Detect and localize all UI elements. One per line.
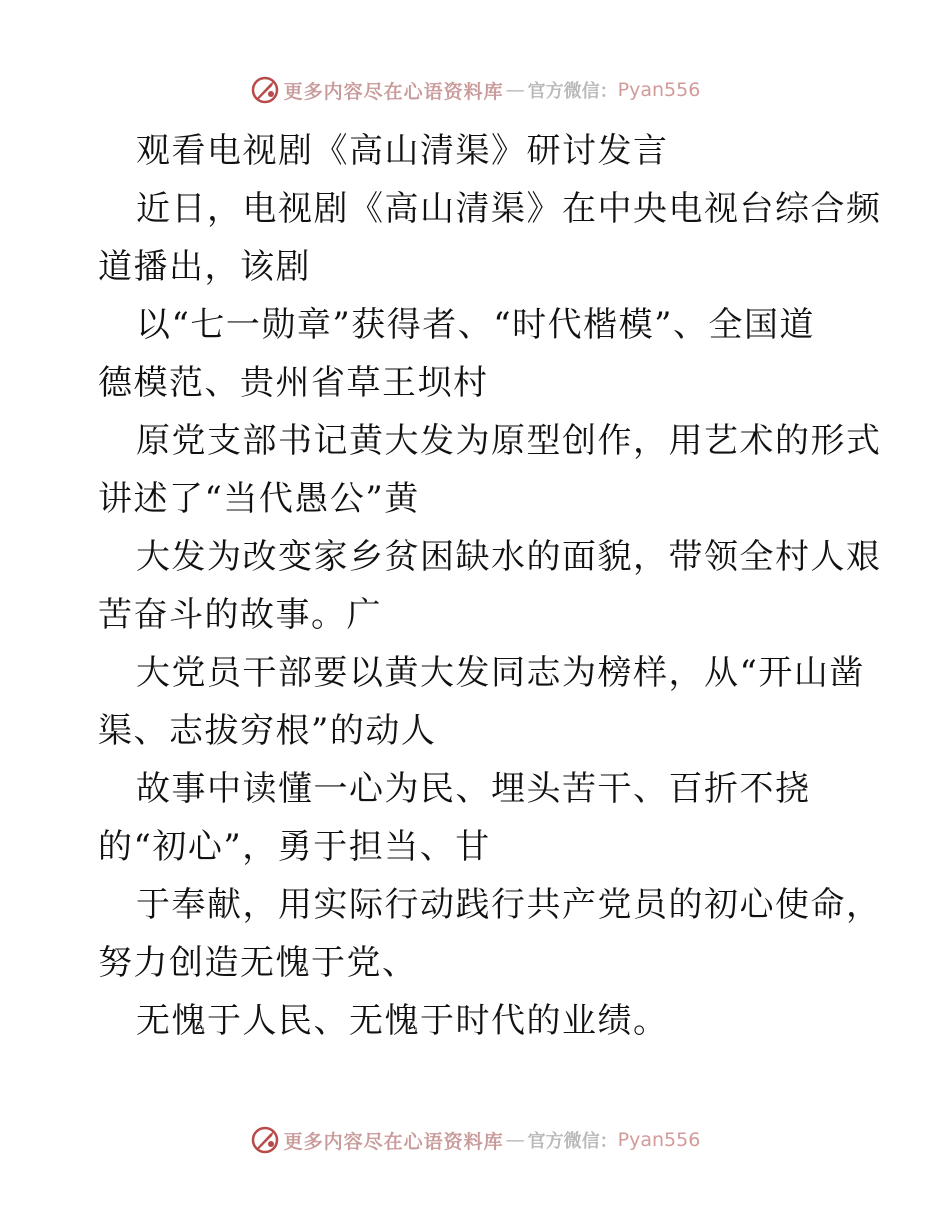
paragraph-line: 的“初心”，勇于担当、甘: [98, 827, 491, 867]
paragraph-line: 于奉献，用实际行动践行共产党员的初心使命，: [136, 885, 882, 925]
paragraph-line: 无愧于人民、无愧于时代的业绩。: [136, 1001, 669, 1041]
watermark-wechat-label: 官方微信：: [527, 1131, 618, 1152]
paragraph-line: 德模范、贵州省草王坝村: [98, 363, 489, 403]
quill-pen-logo-icon: [250, 1125, 280, 1155]
paragraph-line: 以“七一勋章”获得者、“时代楷模”、全国道: [136, 305, 816, 345]
header-watermark: [0, 70, 950, 110]
paragraph-line: 近日，电视剧《高山清渠》在中央电视台综合频: [136, 189, 882, 229]
paragraph-line: 渠、志拔穷根”的动人: [98, 711, 437, 751]
paragraph-line: 苦奋斗的故事。广: [98, 595, 382, 635]
paragraph-line: 原党支部书记黄大发为原型创作，用艺术的形式: [136, 421, 882, 461]
paragraph-line: 故事中读懂一心为民、埋头苦干、百折不挠: [136, 769, 811, 809]
watermark-dash: —: [505, 1129, 526, 1151]
watermark-text: 更多内容尽在心语资料库: [283, 80, 504, 103]
watermark-dash: —: [505, 79, 526, 101]
watermark-wechat-id: Pyan556: [617, 79, 701, 101]
paragraph-line: 努力创造无愧于党、: [98, 943, 418, 983]
document-body: [98, 122, 882, 1050]
watermark-wechat-id: Pyan556: [617, 1129, 701, 1151]
paragraph-line: 大发为改变家乡贫困缺水的面貌，带领全村人艰: [136, 537, 882, 577]
document-title: 观看电视剧《高山清渠》研讨发言: [136, 131, 669, 171]
quill-pen-logo-icon: [250, 75, 280, 105]
footer-watermark: [0, 1120, 950, 1160]
watermark-text: 更多内容尽在心语资料库: [283, 1130, 504, 1153]
paragraph-line: 大党员干部要以黄大发同志为榜样，从“开山凿: [136, 653, 865, 693]
paragraph-line: 道播出，该剧: [98, 247, 311, 287]
watermark-wechat-label: 官方微信：: [527, 81, 618, 102]
paragraph-line: 讲述了“当代愚公”黄: [98, 479, 420, 519]
